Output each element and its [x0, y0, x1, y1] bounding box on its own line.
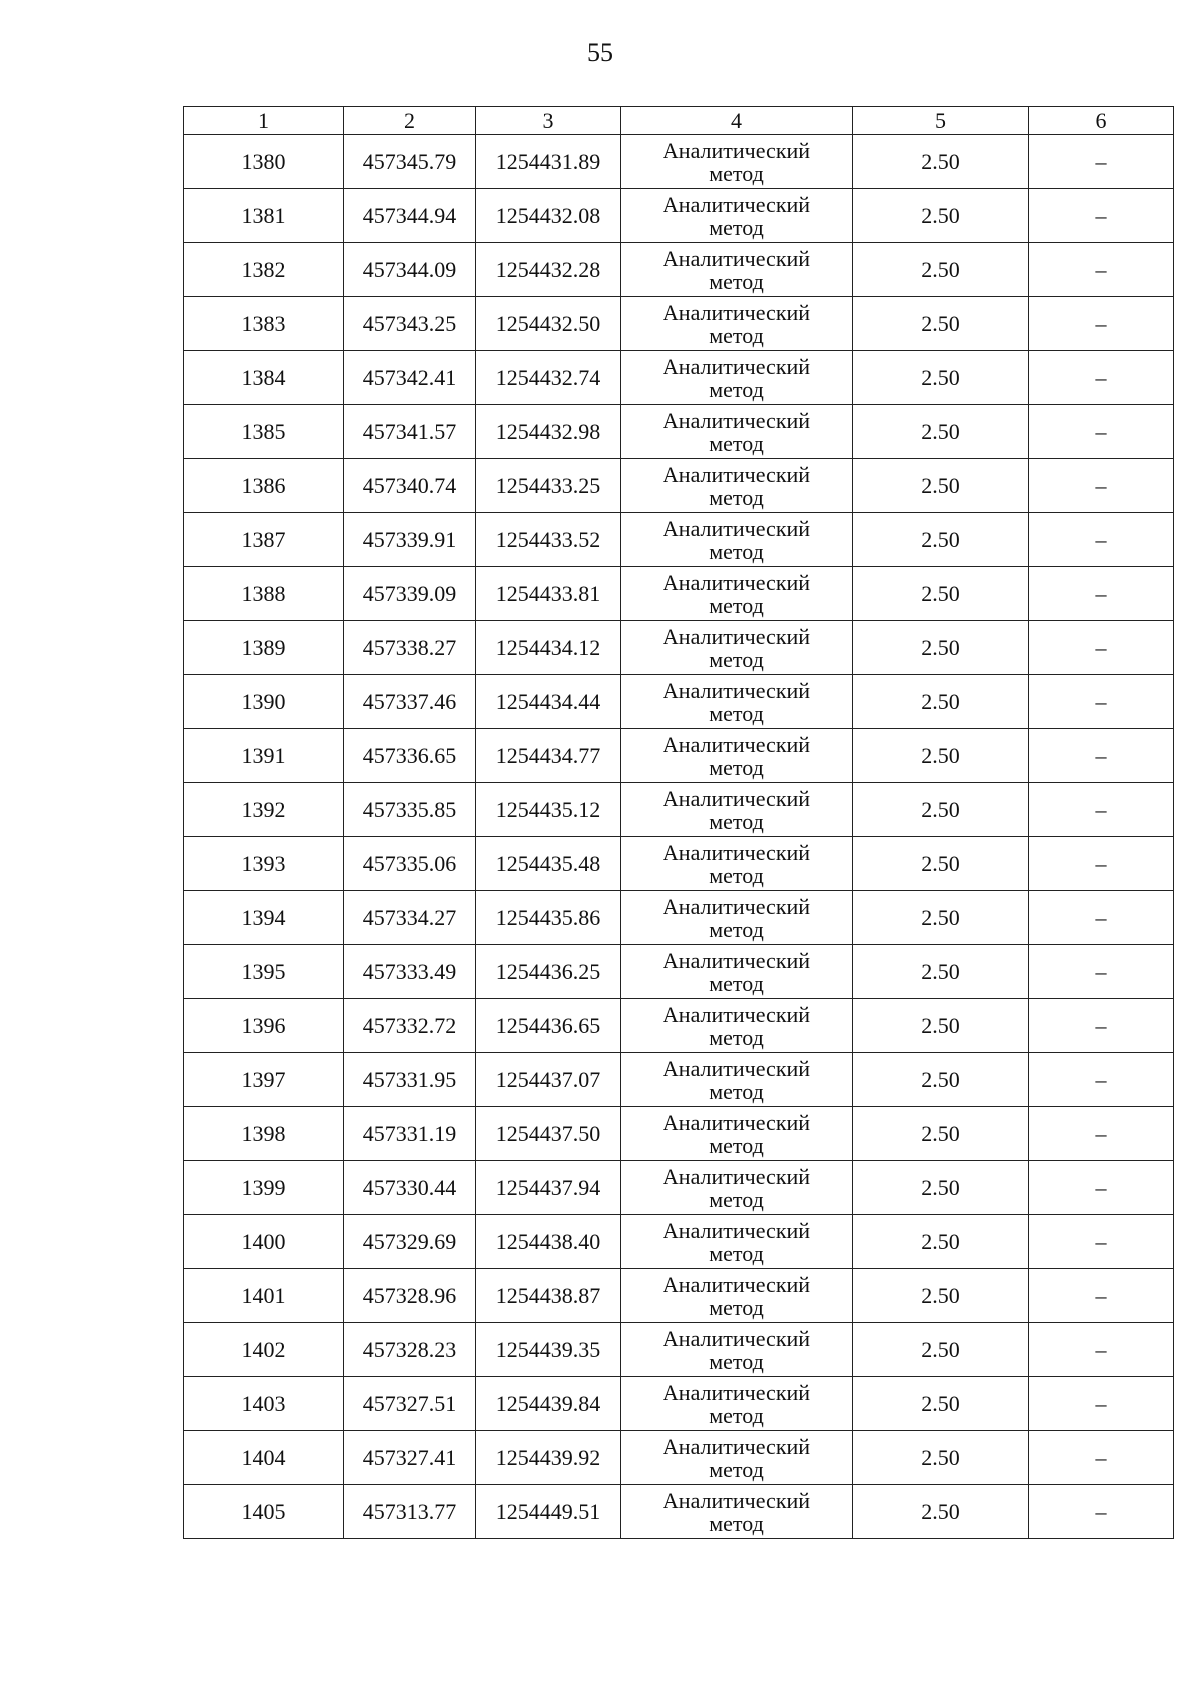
- x-coordinate-cell: 457334.27: [344, 891, 476, 945]
- method-line-1: Аналитический: [662, 1271, 811, 1297]
- table-row: [184, 405, 1174, 459]
- method-line-2: метод: [709, 214, 764, 240]
- y-coordinate-cell: 1254433.81: [476, 567, 621, 621]
- note-cell: –: [1029, 1215, 1174, 1269]
- point-number-cell: 1391: [184, 729, 344, 783]
- method-cell: [621, 1323, 853, 1377]
- table-row: [184, 729, 1174, 783]
- method-cell: [621, 189, 853, 243]
- y-coordinate-cell: 1254433.52: [476, 513, 621, 567]
- point-number-cell: 1405: [184, 1485, 344, 1539]
- method-line-2: метод: [709, 484, 764, 510]
- table-row: [184, 675, 1174, 729]
- y-coordinate-cell: 1254437.50: [476, 1107, 621, 1161]
- method-cell: [621, 1215, 853, 1269]
- method-cell: [621, 1377, 853, 1431]
- y-coordinate-cell: 1254432.08: [476, 189, 621, 243]
- method-line-2: метод: [709, 322, 764, 348]
- point-number-cell: 1380: [184, 135, 344, 189]
- y-coordinate-cell: 1254432.98: [476, 405, 621, 459]
- point-number-cell: 1383: [184, 297, 344, 351]
- note-cell: –: [1029, 1377, 1174, 1431]
- accuracy-cell: 2.50: [853, 621, 1029, 675]
- method-cell: [621, 1107, 853, 1161]
- note-cell: –: [1029, 513, 1174, 567]
- accuracy-cell: 2.50: [853, 1107, 1029, 1161]
- method-line-1: Аналитический: [662, 1487, 811, 1513]
- x-coordinate-cell: 457331.19: [344, 1107, 476, 1161]
- table-row: [184, 1323, 1174, 1377]
- table-row: [184, 459, 1174, 513]
- accuracy-cell: 2.50: [853, 1269, 1029, 1323]
- method-line-1: Аналитический: [662, 839, 811, 865]
- method-cell: [621, 1269, 853, 1323]
- method-line-1: Аналитический: [662, 947, 811, 973]
- y-coordinate-cell: 1254437.94: [476, 1161, 621, 1215]
- accuracy-cell: 2.50: [853, 1377, 1029, 1431]
- point-number-cell: 1384: [184, 351, 344, 405]
- method-line-1: Аналитический: [662, 299, 811, 325]
- point-number-cell: 1392: [184, 783, 344, 837]
- method-cell: [621, 405, 853, 459]
- accuracy-cell: 2.50: [853, 945, 1029, 999]
- method-line-1: Аналитический: [662, 1001, 811, 1027]
- method-cell: [621, 567, 853, 621]
- y-coordinate-cell: 1254436.65: [476, 999, 621, 1053]
- y-coordinate-cell: 1254432.74: [476, 351, 621, 405]
- method-cell: [621, 135, 853, 189]
- table-row: [184, 1053, 1174, 1107]
- method-line-2: метод: [709, 1294, 764, 1320]
- x-coordinate-cell: 457313.77: [344, 1485, 476, 1539]
- method-cell: [621, 675, 853, 729]
- x-coordinate-cell: 457337.46: [344, 675, 476, 729]
- method-cell: [621, 1053, 853, 1107]
- method-line-2: метод: [709, 376, 764, 402]
- x-coordinate-cell: 457343.25: [344, 297, 476, 351]
- method-line-1: Аналитический: [662, 245, 811, 271]
- note-cell: –: [1029, 621, 1174, 675]
- table-row: [184, 837, 1174, 891]
- x-coordinate-cell: 457336.65: [344, 729, 476, 783]
- y-coordinate-cell: 1254434.44: [476, 675, 621, 729]
- note-cell: –: [1029, 351, 1174, 405]
- method-cell: [621, 945, 853, 999]
- method-line-2: метод: [709, 862, 764, 888]
- y-coordinate-cell: 1254439.35: [476, 1323, 621, 1377]
- method-line-1: Аналитический: [662, 137, 811, 163]
- table-row: [184, 945, 1174, 999]
- table-row: [184, 135, 1174, 189]
- point-number-cell: 1403: [184, 1377, 344, 1431]
- accuracy-cell: 2.50: [853, 1323, 1029, 1377]
- method-line-2: метод: [709, 1132, 764, 1158]
- x-coordinate-cell: 457340.74: [344, 459, 476, 513]
- table-row: [184, 1269, 1174, 1323]
- x-coordinate-cell: 457345.79: [344, 135, 476, 189]
- y-coordinate-cell: 1254437.07: [476, 1053, 621, 1107]
- method-line-1: Аналитический: [662, 677, 811, 703]
- point-number-cell: 1385: [184, 405, 344, 459]
- method-cell: [621, 999, 853, 1053]
- accuracy-cell: 2.50: [853, 837, 1029, 891]
- y-coordinate-cell: 1254449.51: [476, 1485, 621, 1539]
- note-cell: –: [1029, 1269, 1174, 1323]
- table-row: [184, 1215, 1174, 1269]
- note-cell: –: [1029, 1161, 1174, 1215]
- table-row: [184, 513, 1174, 567]
- point-number-cell: 1401: [184, 1269, 344, 1323]
- accuracy-cell: 2.50: [853, 1053, 1029, 1107]
- accuracy-cell: 2.50: [853, 243, 1029, 297]
- accuracy-cell: 2.50: [853, 1431, 1029, 1485]
- x-coordinate-cell: 457328.96: [344, 1269, 476, 1323]
- method-line-1: Аналитический: [662, 1163, 811, 1189]
- method-line-2: метод: [709, 1240, 764, 1266]
- point-number-cell: 1402: [184, 1323, 344, 1377]
- point-number-cell: 1390: [184, 675, 344, 729]
- y-coordinate-cell: 1254435.86: [476, 891, 621, 945]
- point-number-cell: 1396: [184, 999, 344, 1053]
- method-cell: [621, 729, 853, 783]
- x-coordinate-cell: 457344.94: [344, 189, 476, 243]
- method-cell: [621, 243, 853, 297]
- accuracy-cell: 2.50: [853, 513, 1029, 567]
- note-cell: –: [1029, 837, 1174, 891]
- method-line-1: Аналитический: [662, 407, 811, 433]
- coordinates-table: [183, 106, 1174, 1539]
- x-coordinate-cell: 457331.95: [344, 1053, 476, 1107]
- accuracy-cell: 2.50: [853, 1161, 1029, 1215]
- point-number-cell: 1382: [184, 243, 344, 297]
- method-line-2: метод: [709, 916, 764, 942]
- header-row: [184, 107, 1174, 135]
- note-cell: –: [1029, 999, 1174, 1053]
- note-cell: –: [1029, 243, 1174, 297]
- table-row: [184, 567, 1174, 621]
- method-line-1: Аналитический: [662, 1217, 811, 1243]
- note-cell: –: [1029, 1053, 1174, 1107]
- y-coordinate-cell: 1254439.84: [476, 1377, 621, 1431]
- method-line-1: Аналитический: [662, 1109, 811, 1135]
- accuracy-cell: 2.50: [853, 189, 1029, 243]
- x-coordinate-cell: 457344.09: [344, 243, 476, 297]
- method-line-1: Аналитический: [662, 1055, 811, 1081]
- point-number-cell: 1398: [184, 1107, 344, 1161]
- accuracy-cell: 2.50: [853, 675, 1029, 729]
- y-coordinate-cell: 1254432.28: [476, 243, 621, 297]
- header-cell-4: 4: [621, 107, 853, 135]
- table-row: [184, 189, 1174, 243]
- accuracy-cell: 2.50: [853, 1485, 1029, 1539]
- note-cell: –: [1029, 189, 1174, 243]
- y-coordinate-cell: 1254438.40: [476, 1215, 621, 1269]
- method-line-2: метод: [709, 1078, 764, 1104]
- header-cell-6: 6: [1029, 107, 1174, 135]
- method-line-2: метод: [709, 1186, 764, 1212]
- method-line-2: метод: [709, 1024, 764, 1050]
- table-row: [184, 1377, 1174, 1431]
- y-coordinate-cell: 1254439.92: [476, 1431, 621, 1485]
- method-line-1: Аналитический: [662, 569, 811, 595]
- method-line-2: метод: [709, 268, 764, 294]
- x-coordinate-cell: 457339.91: [344, 513, 476, 567]
- x-coordinate-cell: 457335.06: [344, 837, 476, 891]
- table-row: [184, 783, 1174, 837]
- note-cell: –: [1029, 405, 1174, 459]
- x-coordinate-cell: 457328.23: [344, 1323, 476, 1377]
- accuracy-cell: 2.50: [853, 351, 1029, 405]
- method-line-2: метод: [709, 1402, 764, 1428]
- x-coordinate-cell: 457342.41: [344, 351, 476, 405]
- y-coordinate-cell: 1254435.48: [476, 837, 621, 891]
- note-cell: –: [1029, 1107, 1174, 1161]
- table-row: [184, 1107, 1174, 1161]
- method-line-1: Аналитический: [662, 191, 811, 217]
- header-cell-3: 3: [476, 107, 621, 135]
- y-coordinate-cell: 1254434.12: [476, 621, 621, 675]
- table-row: [184, 1431, 1174, 1485]
- y-coordinate-cell: 1254432.50: [476, 297, 621, 351]
- accuracy-cell: 2.50: [853, 135, 1029, 189]
- table-row: [184, 351, 1174, 405]
- x-coordinate-cell: 457335.85: [344, 783, 476, 837]
- y-coordinate-cell: 1254438.87: [476, 1269, 621, 1323]
- table-row: [184, 999, 1174, 1053]
- note-cell: –: [1029, 783, 1174, 837]
- accuracy-cell: 2.50: [853, 729, 1029, 783]
- method-line-2: метод: [709, 700, 764, 726]
- method-line-1: Аналитический: [662, 1433, 811, 1459]
- method-line-1: Аналитический: [662, 893, 811, 919]
- method-cell: [621, 351, 853, 405]
- method-line-1: Аналитический: [662, 623, 811, 649]
- method-line-1: Аналитический: [662, 1379, 811, 1405]
- y-coordinate-cell: 1254434.77: [476, 729, 621, 783]
- header-cell-1: 1: [184, 107, 344, 135]
- accuracy-cell: 2.50: [853, 891, 1029, 945]
- accuracy-cell: 2.50: [853, 459, 1029, 513]
- accuracy-cell: 2.50: [853, 405, 1029, 459]
- note-cell: –: [1029, 459, 1174, 513]
- method-line-2: метод: [709, 538, 764, 564]
- note-cell: –: [1029, 135, 1174, 189]
- point-number-cell: 1381: [184, 189, 344, 243]
- note-cell: –: [1029, 567, 1174, 621]
- point-number-cell: 1404: [184, 1431, 344, 1485]
- note-cell: –: [1029, 675, 1174, 729]
- x-coordinate-cell: 457333.49: [344, 945, 476, 999]
- method-cell: [621, 837, 853, 891]
- point-number-cell: 1389: [184, 621, 344, 675]
- method-cell: [621, 1431, 853, 1485]
- table-header: [184, 107, 1174, 135]
- x-coordinate-cell: 457327.41: [344, 1431, 476, 1485]
- method-line-2: метод: [709, 754, 764, 780]
- point-number-cell: 1394: [184, 891, 344, 945]
- x-coordinate-cell: 457332.72: [344, 999, 476, 1053]
- point-number-cell: 1387: [184, 513, 344, 567]
- method-line-2: метод: [709, 1456, 764, 1482]
- table-body: [184, 135, 1174, 1539]
- method-cell: [621, 513, 853, 567]
- table-row: [184, 1161, 1174, 1215]
- method-cell: [621, 891, 853, 945]
- y-coordinate-cell: 1254436.25: [476, 945, 621, 999]
- method-cell: [621, 621, 853, 675]
- accuracy-cell: 2.50: [853, 783, 1029, 837]
- table-row: [184, 243, 1174, 297]
- accuracy-cell: 2.50: [853, 1215, 1029, 1269]
- method-line-2: метод: [709, 970, 764, 996]
- header-cell-2: 2: [344, 107, 476, 135]
- accuracy-cell: 2.50: [853, 567, 1029, 621]
- accuracy-cell: 2.50: [853, 297, 1029, 351]
- method-line-2: метод: [709, 430, 764, 456]
- point-number-cell: 1395: [184, 945, 344, 999]
- method-line-1: Аналитический: [662, 515, 811, 541]
- x-coordinate-cell: 457329.69: [344, 1215, 476, 1269]
- accuracy-cell: 2.50: [853, 999, 1029, 1053]
- method-cell: [621, 783, 853, 837]
- method-line-2: метод: [709, 160, 764, 186]
- x-coordinate-cell: 457339.09: [344, 567, 476, 621]
- x-coordinate-cell: 457330.44: [344, 1161, 476, 1215]
- x-coordinate-cell: 457341.57: [344, 405, 476, 459]
- table-row: [184, 891, 1174, 945]
- method-cell: [621, 297, 853, 351]
- header-cell-5: 5: [853, 107, 1029, 135]
- method-line-2: метод: [709, 808, 764, 834]
- y-coordinate-cell: 1254435.12: [476, 783, 621, 837]
- table-row: [184, 1485, 1174, 1539]
- point-number-cell: 1399: [184, 1161, 344, 1215]
- note-cell: –: [1029, 297, 1174, 351]
- table-row: [184, 297, 1174, 351]
- y-coordinate-cell: 1254431.89: [476, 135, 621, 189]
- method-cell: [621, 459, 853, 513]
- point-number-cell: 1388: [184, 567, 344, 621]
- method-line-1: Аналитический: [662, 461, 811, 487]
- method-line-1: Аналитический: [662, 731, 811, 757]
- point-number-cell: 1393: [184, 837, 344, 891]
- point-number-cell: 1386: [184, 459, 344, 513]
- point-number-cell: 1397: [184, 1053, 344, 1107]
- point-number-cell: 1400: [184, 1215, 344, 1269]
- page-number: 55: [587, 38, 613, 67]
- method-cell: [621, 1161, 853, 1215]
- method-line-1: Аналитический: [662, 353, 811, 379]
- method-line-2: метод: [709, 592, 764, 618]
- method-line-2: метод: [709, 1348, 764, 1374]
- note-cell: –: [1029, 891, 1174, 945]
- table-row: [184, 621, 1174, 675]
- method-line-2: метод: [709, 646, 764, 672]
- method-line-1: Аналитический: [662, 1325, 811, 1351]
- note-cell: –: [1029, 945, 1174, 999]
- x-coordinate-cell: 457338.27: [344, 621, 476, 675]
- note-cell: –: [1029, 1485, 1174, 1539]
- method-line-1: Аналитический: [662, 785, 811, 811]
- method-cell: [621, 1485, 853, 1539]
- x-coordinate-cell: 457327.51: [344, 1377, 476, 1431]
- method-line-2: метод: [709, 1510, 764, 1536]
- y-coordinate-cell: 1254433.25: [476, 459, 621, 513]
- note-cell: –: [1029, 1323, 1174, 1377]
- note-cell: –: [1029, 729, 1174, 783]
- note-cell: –: [1029, 1431, 1174, 1485]
